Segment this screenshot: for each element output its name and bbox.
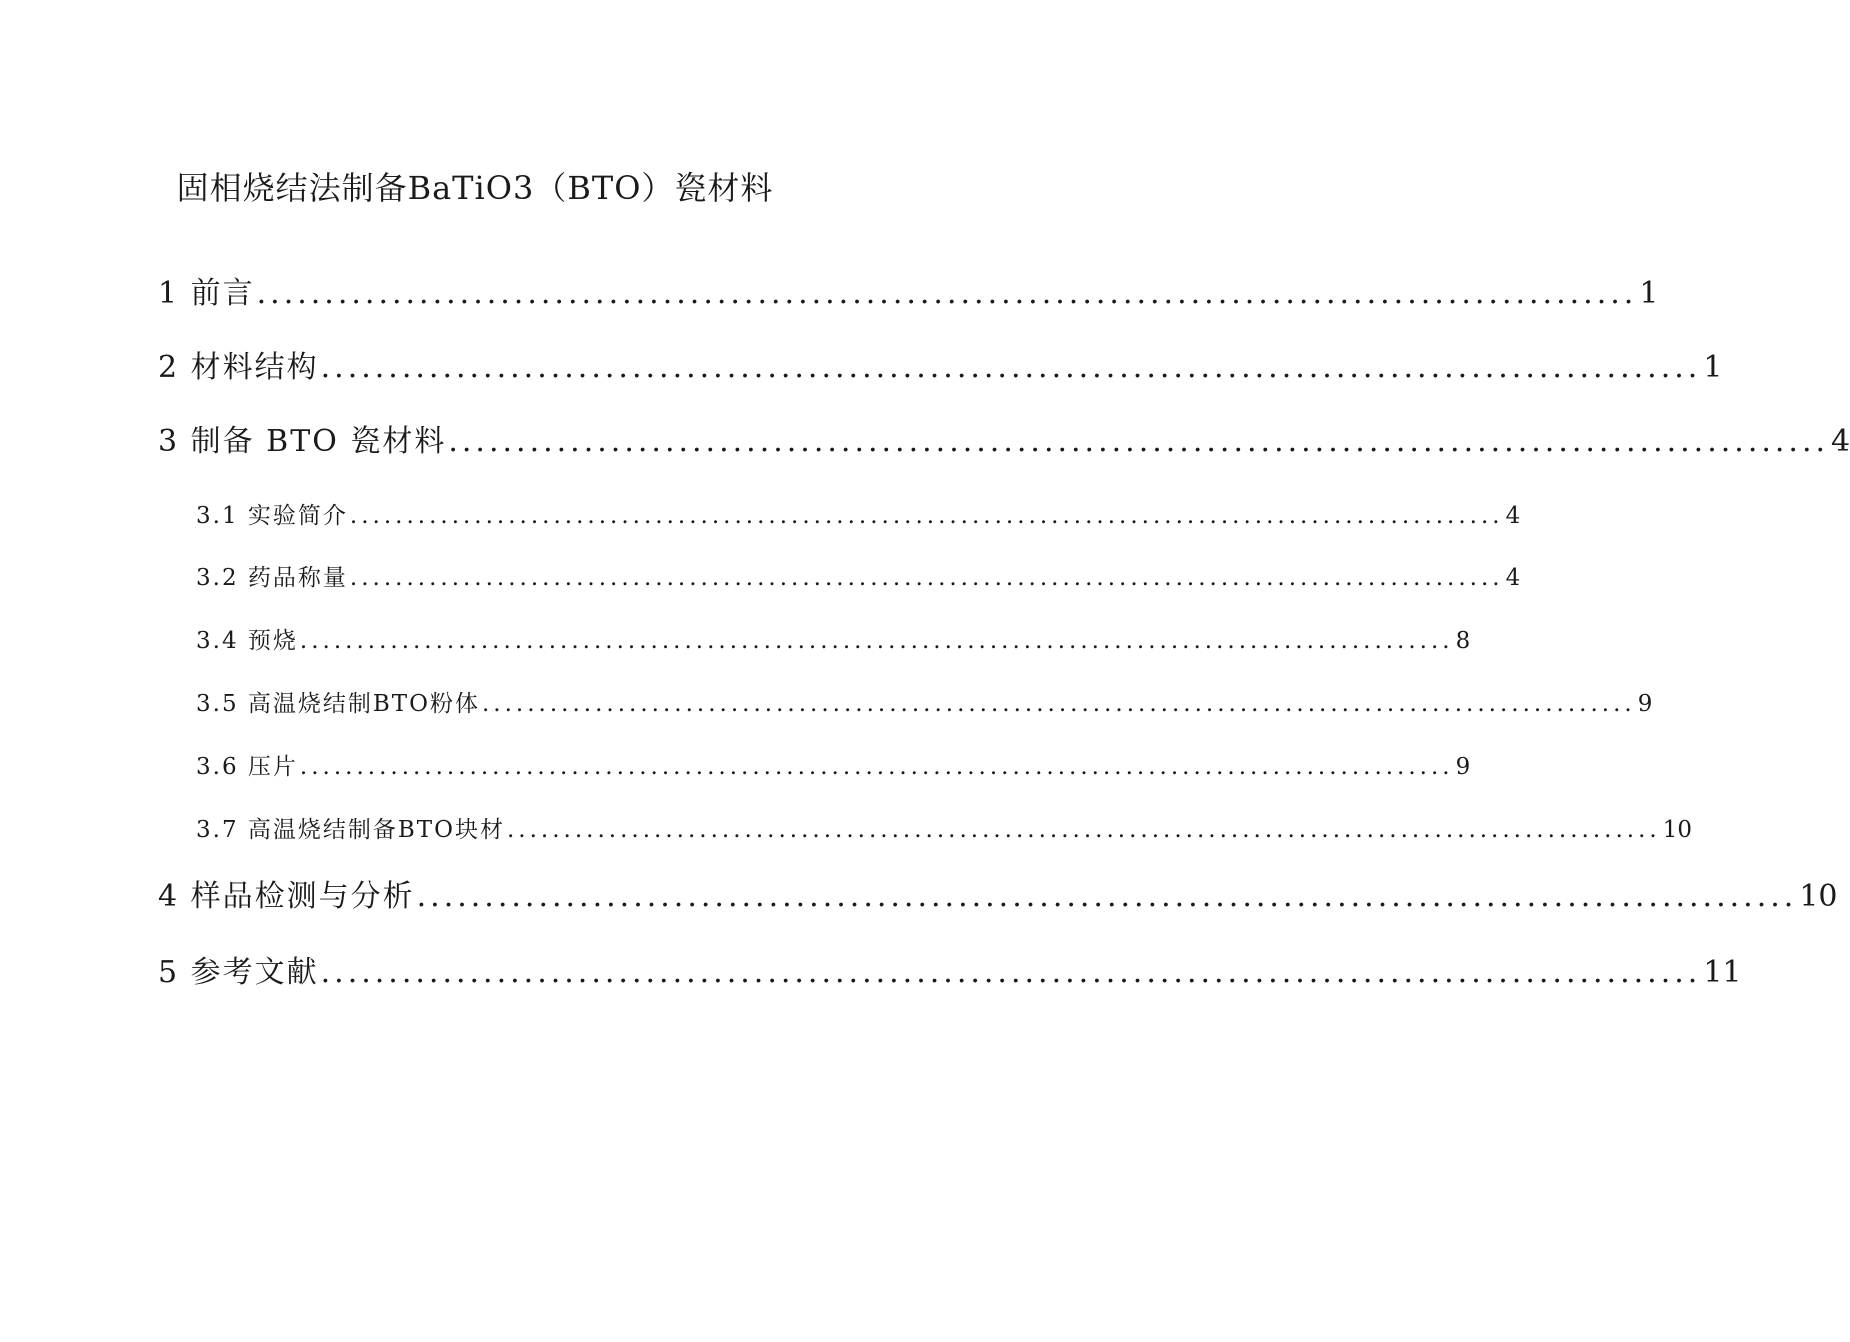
toc-dot-leader: ......................................................................................................: [256, 276, 1638, 311]
toc-entry-label: 3.1 实验简介: [196, 503, 348, 529]
toc-entry-label: 3.7 高温烧结制备BTO块材: [196, 817, 505, 843]
toc-dot-leader: ......................................................................................................: [448, 424, 1830, 459]
toc-page-number: 4: [1505, 503, 1521, 529]
toc-page-number: 4: [1831, 424, 1850, 459]
toc-page-number: 1: [1639, 276, 1659, 311]
toc-dot-leader: ......................................................................................................: [349, 503, 1504, 529]
toc-page-number: 4: [1505, 565, 1521, 591]
toc-entry-label: 2 材料结构: [158, 350, 319, 385]
toc-page-number: 1: [1703, 350, 1723, 385]
toc-entry-label: 4 样品检测与分析: [158, 879, 415, 914]
toc-entry-label: 3.2 药品称量: [196, 565, 348, 591]
toc-entry-analysis[interactable]: [158, 877, 1838, 917]
toc-page-number: 9: [1637, 691, 1653, 717]
toc-entry-preface[interactable]: [158, 274, 1659, 314]
toc-entry-experiment-intro[interactable]: [196, 500, 1521, 532]
toc-dot-leader: ......................................................................................................: [320, 350, 1702, 385]
toc-entry-label: 1 前言: [158, 276, 255, 311]
toc-entry-label: 3 制备 BTO 瓷材料: [158, 424, 447, 459]
toc-entry-references[interactable]: [158, 953, 1742, 993]
toc-dot-leader: ......................................................................................................: [349, 565, 1504, 591]
toc-page-number: 10: [1799, 879, 1838, 914]
toc-entry-label: 3.4 预烧: [196, 628, 298, 654]
toc-entry-label: 5 参考文献: [158, 955, 319, 990]
toc-dot-leader: ......................................................................................................: [507, 817, 1661, 843]
toc-entry-powder-sintering[interactable]: [196, 688, 1653, 720]
toc-entry-material-structure[interactable]: [158, 348, 1723, 388]
toc-page-number: 10: [1662, 817, 1693, 843]
toc-entry-pressing[interactable]: [196, 751, 1471, 783]
toc-entry-label: 3.6 压片: [196, 754, 298, 780]
toc-dot-leader: ......................................................................................................: [299, 628, 1454, 654]
toc-entry-pre-sintering[interactable]: [196, 625, 1471, 657]
toc-dot-leader: ......................................................................................................: [320, 955, 1702, 990]
toc-entry-label: 3.5 高温烧结制BTO粉体: [196, 691, 480, 717]
toc-page-number: 9: [1455, 754, 1471, 780]
toc-entry-bulk-sintering[interactable]: [196, 814, 1693, 846]
toc-page-number: 11: [1703, 955, 1742, 990]
toc-entry-weighing[interactable]: [196, 562, 1521, 594]
toc-dot-leader: ......................................................................................................: [416, 879, 1798, 914]
toc-dot-leader: ......................................................................................................: [299, 754, 1454, 780]
toc-entry-preparation[interactable]: [158, 422, 1850, 462]
toc-page-number: 8: [1455, 628, 1471, 654]
toc-dot-leader: ......................................................................................................: [482, 691, 1636, 717]
document-title: 固相烧结法制备BaTiO3（BTO）瓷材料: [176, 169, 774, 207]
